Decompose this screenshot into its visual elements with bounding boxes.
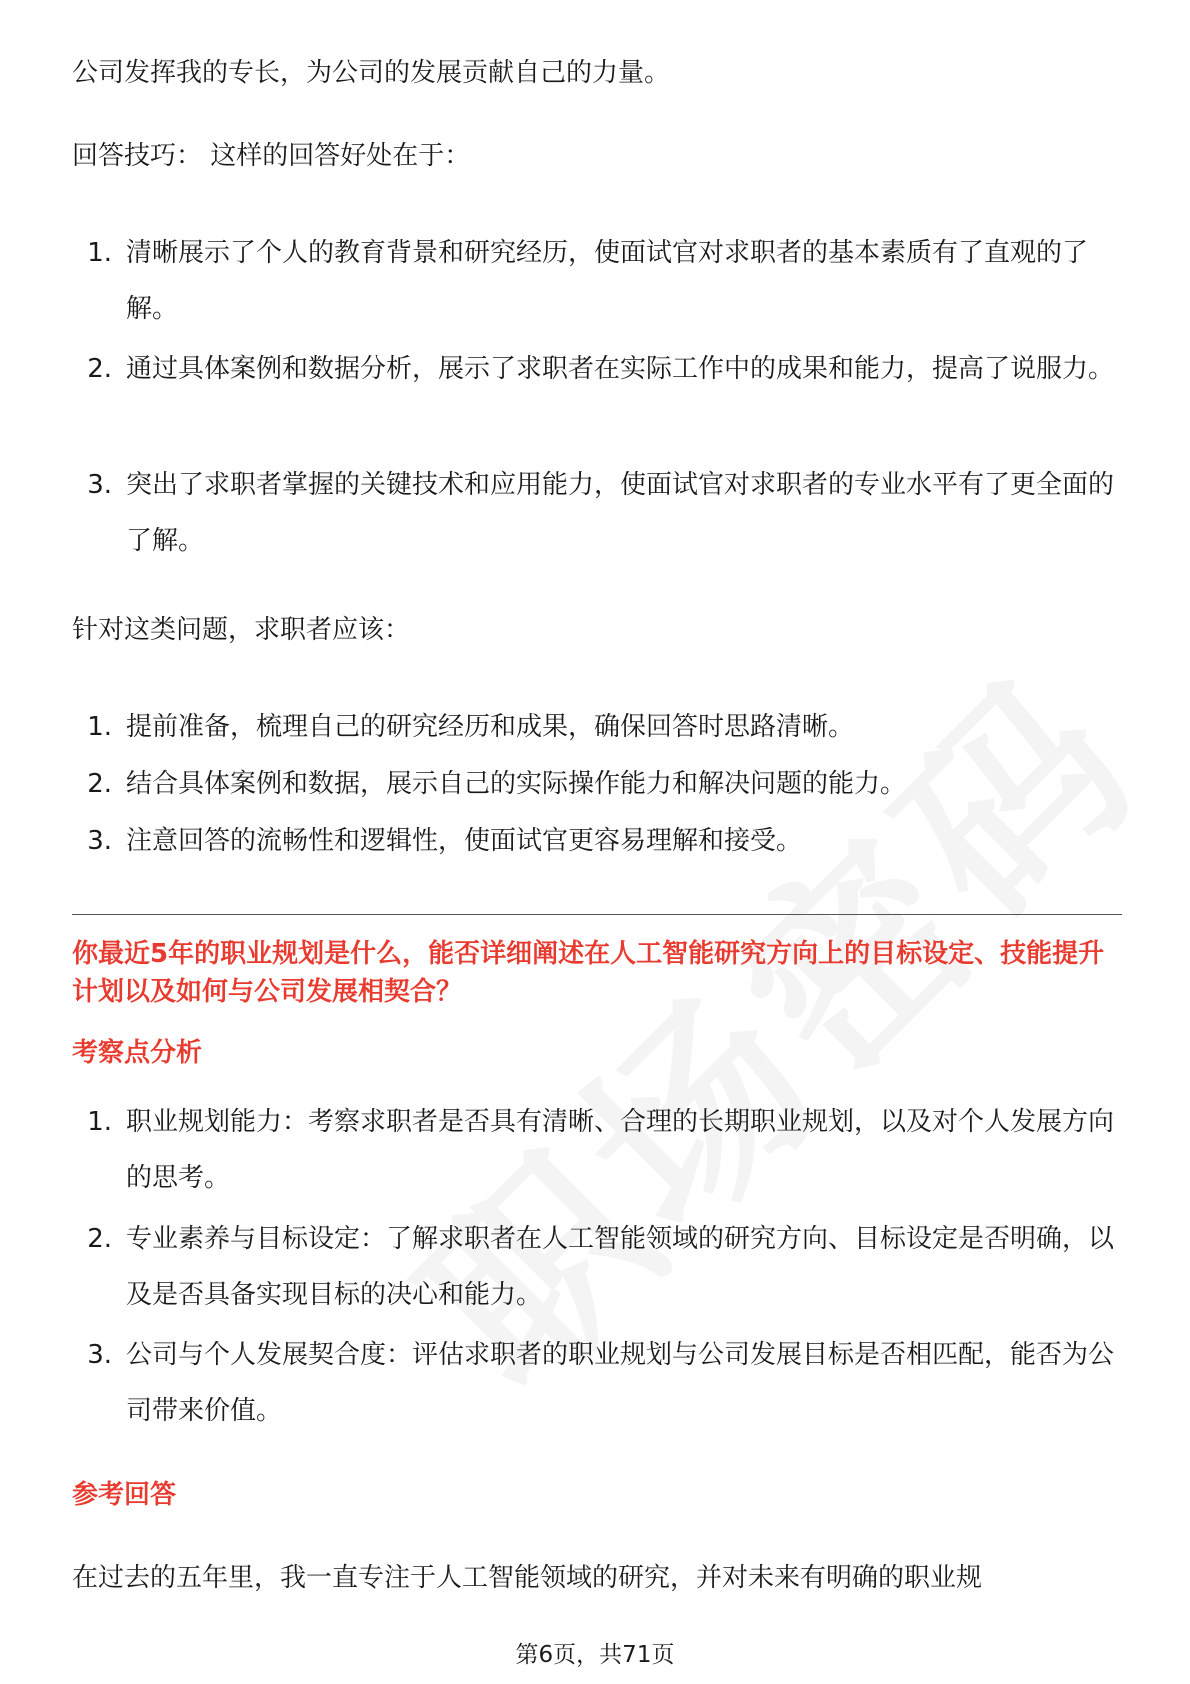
list-number: 2.: [87, 354, 112, 384]
list-text: 专业素养与目标设定：了解求职者在人工智能领域的研究方向、目标设定是否明确，以及是否具备实现目标的决心和能力。: [126, 1224, 1115, 1310]
advice-heading: 针对这类问题，求职者应该：: [72, 615, 411, 645]
tips-heading: 回答技巧： 这样的回答好处在于：: [72, 141, 471, 171]
question-title: 你最近5年的职业规划是什么，能否详细阐述在人工智能研究方向上的目标设定、技能提升计划以及如何与公司发展相契合？: [72, 939, 1105, 1007]
section-divider: [72, 914, 1122, 915]
list-text: 注意回答的流畅性和逻辑性，使面试官更容易理解和接受。: [126, 826, 803, 856]
list-number: 3.: [87, 470, 112, 500]
list-item: [72, 1327, 1122, 1439]
list-number: 3.: [87, 1340, 112, 1370]
page-footer: 第6页，共71页: [515, 1642, 675, 1668]
list-number: 1.: [87, 712, 112, 742]
reference-answer-text: 在过去的五年里，我一直专注于人工智能领域的研究，并对未来有明确的职业规: [72, 1563, 983, 1593]
list-text: 公司与个人发展契合度：评估求职者的职业规划与公司发展目标是否相匹配，能否为公司带来价值。: [126, 1340, 1115, 1426]
list-number: 2.: [87, 769, 112, 799]
list-number: 2.: [87, 1224, 112, 1254]
list-number: 1.: [87, 238, 112, 268]
list-item: [72, 341, 1122, 397]
intro-line: 公司发挥我的专长，为公司的发展贡献自己的力量。: [72, 58, 671, 88]
list-number: 1.: [87, 1107, 112, 1137]
list-number: 3.: [87, 826, 112, 856]
list-item: [72, 1211, 1122, 1323]
list-item: [72, 699, 1122, 755]
analysis-heading: 考察点分析: [72, 1038, 203, 1068]
list-text: 职业规划能力：考察求职者是否具有清晰、合理的长期职业规划，以及对个人发展方向的思考。: [126, 1107, 1115, 1193]
list-item: [72, 1094, 1122, 1206]
list-text: 结合具体案例和数据，展示自己的实际操作能力和解决问题的能力。: [126, 769, 907, 799]
list-item: [72, 225, 1122, 337]
list-text: 突出了求职者掌握的关键技术和应用能力，使面试官对求职者的专业水平有了更全面的了解。: [126, 470, 1115, 556]
reference-heading: 参考回答: [72, 1480, 177, 1510]
list-text: 清晰展示了个人的教育背景和研究经历，使面试官对求职者的基本素质有了直观的了解。: [126, 238, 1089, 324]
list-text: 通过具体案例和数据分析，展示了求职者在实际工作中的成果和能力，提高了说服力。: [126, 354, 1115, 384]
list-item: [72, 813, 1122, 869]
list-text: 提前准备，梳理自己的研究经历和成果，确保回答时思路清晰。: [126, 712, 855, 742]
list-item: [72, 756, 1122, 812]
list-item: [72, 457, 1122, 569]
